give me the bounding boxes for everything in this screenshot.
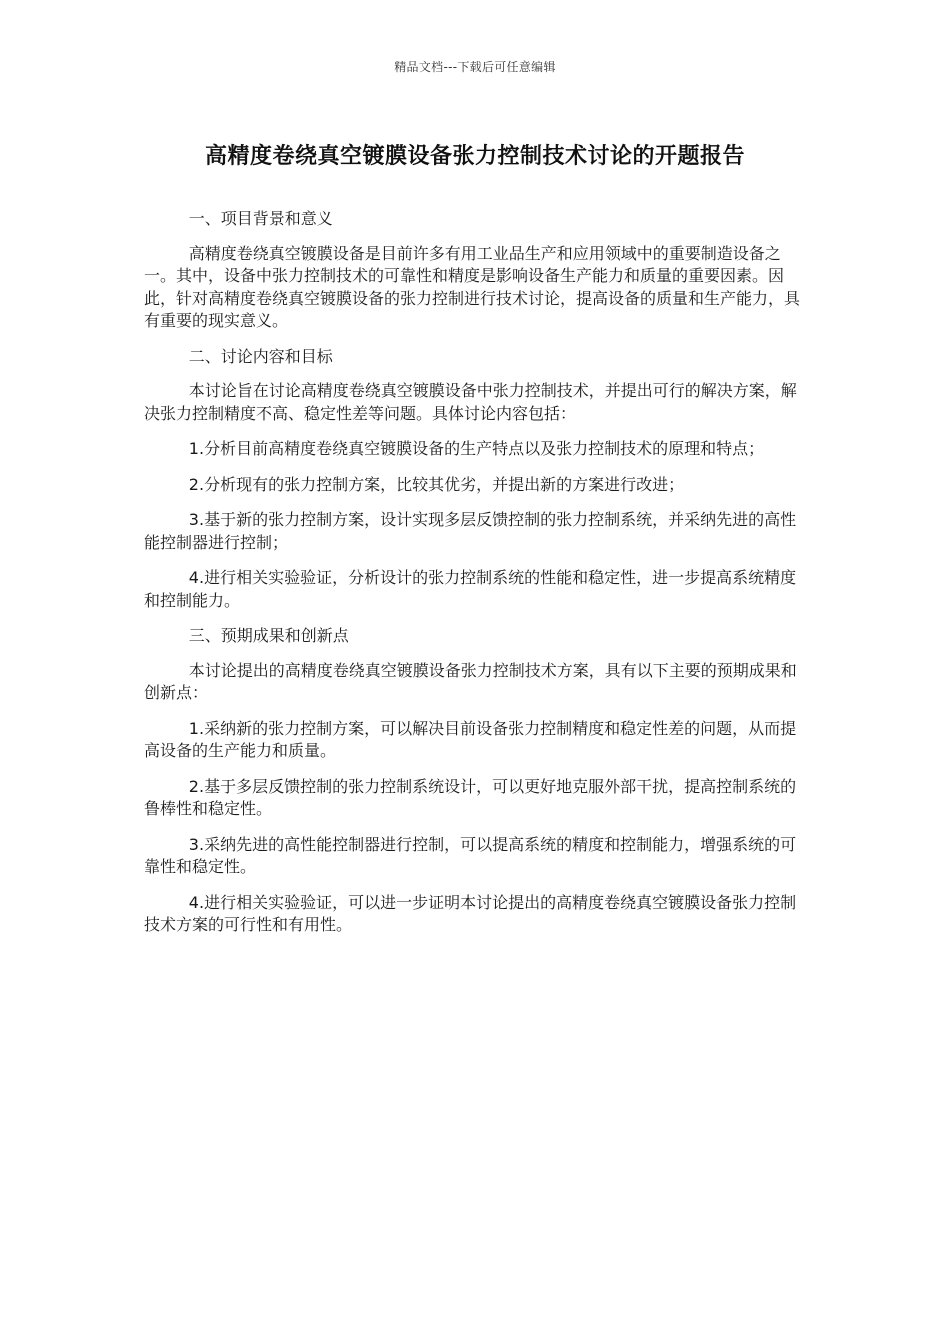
list-item-outcome-1: 1.采纳新的张力控制方案，可以解决目前设备张力控制精度和稳定性差的问题，从而提高设备的生产能力和质量。 bbox=[144, 718, 797, 760]
list-item-content-4: 4.进行相关实验验证，分析设计的张力控制系统的性能和稳定性，进一步提高系统精度和控制能力。 bbox=[144, 568, 797, 610]
list-item-content-1: 1.分析目前高精度卷绕真空镀膜设备的生产特点以及张力控制技术的原理和特点； bbox=[188, 439, 765, 458]
section-heading-background: 一、项目背景和意义 bbox=[188, 209, 333, 228]
paragraph-background: 高精度卷绕真空镀膜设备是目前许多有用工业品生产和应用领域中的重要制造设备之一。其中，设备中张力控制技术的可靠性和精度是影响设备生产能力和质量的重要因素。因此，针对高精度卷绕真空镀膜设备的张力控制进行技术讨论，提高设备的质量和生产能力，具有重要的现实意义。 bbox=[144, 243, 801, 330]
list-item-content-3: 3.基于新的张力控制方案，设计实现多层反馈控制的张力控制系统，并采纳先进的高性能控制器进行控制； bbox=[144, 510, 797, 552]
paragraph-outcomes-intro: 本讨论提出的高精度卷绕真空镀膜设备张力控制技术方案，具有以下主要的预期成果和创新点： bbox=[144, 660, 797, 702]
list-item-outcome-4: 4.进行相关实验验证，可以进一步证明本讨论提出的高精度卷绕真空镀膜设备张力控制技术方案的可行性和有用性。 bbox=[144, 892, 797, 934]
document-body bbox=[144, 208, 812, 950]
list-item-content-2: 2.分析现有的张力控制方案，比较其优劣，并提出新的方案进行改进； bbox=[188, 474, 685, 494]
paragraph-content-intro: 本讨论旨在讨论高精度卷绕真空镀膜设备中张力控制技术，并提出可行的解决方案，解决张力控制精度不高、稳定性差等问题。具体讨论内容包括： bbox=[144, 381, 797, 423]
section-heading-content: 二、讨论内容和目标 bbox=[188, 346, 333, 366]
section-heading-outcomes: 三、预期成果和创新点 bbox=[188, 626, 349, 645]
document-title: 高精度卷绕真空镀膜设备张力控制技术讨论的开题报告 bbox=[204, 144, 745, 169]
header-note: 精品文档---下载后可任意编辑 bbox=[394, 60, 556, 74]
list-item-outcome-2: 2.基于多层反馈控制的张力控制系统设计，可以更好地克服外部干扰，提高控制系统的鲁棒性和稳定性。 bbox=[144, 776, 797, 818]
list-item-outcome-3: 3.采纳先进的高性能控制器进行控制，可以提高系统的精度和控制能力，增强系统的可靠性和稳定性。 bbox=[144, 834, 797, 876]
